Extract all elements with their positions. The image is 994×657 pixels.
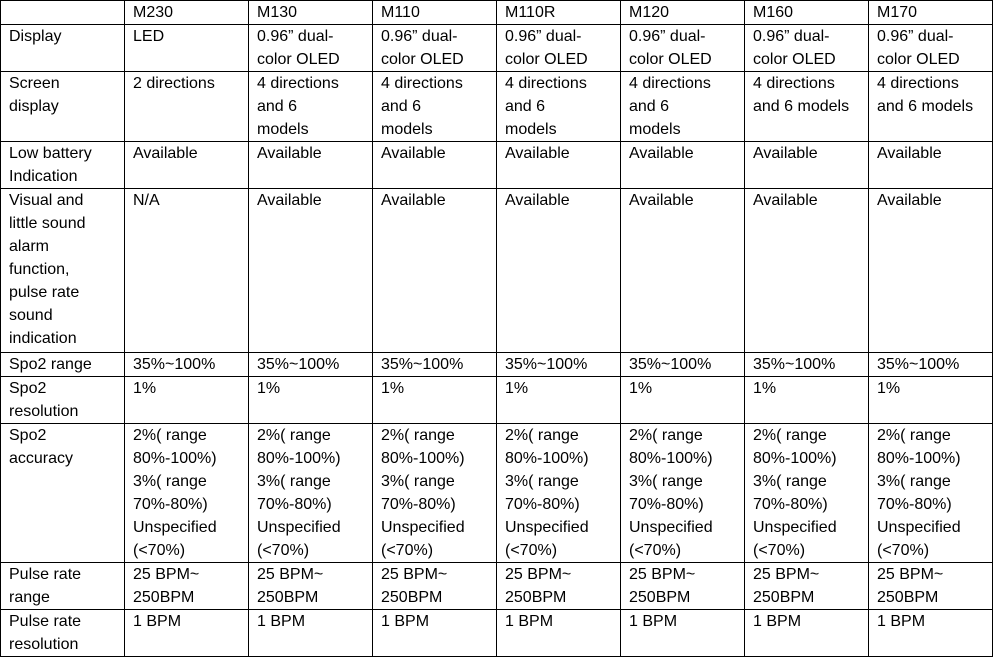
value-cell: 35%~100% (125, 353, 249, 377)
model-header-cell: M130 (249, 1, 373, 25)
value-cell: Available (497, 142, 621, 189)
value-cell: 1 BPM (497, 610, 621, 657)
value-cell: 35%~100% (497, 353, 621, 377)
table-body (1, 1, 993, 657)
value-cell: 25 BPM~ 250BPM (249, 563, 373, 610)
value-cell: Available (373, 142, 497, 189)
table-row (1, 563, 993, 610)
value-cell: Available (621, 189, 745, 353)
table-row (1, 424, 993, 563)
row-label-cell: Display (1, 25, 125, 72)
value-cell: 25 BPM~ 250BPM (745, 563, 869, 610)
row-label-cell: Visual and little sound alarm function, pulse rate sound indication (1, 189, 125, 353)
value-cell: Available (249, 142, 373, 189)
value-cell: 0.96” dual- color OLED (745, 25, 869, 72)
value-cell: 0.96” dual- color OLED (373, 25, 497, 72)
value-cell: LED (125, 25, 249, 72)
value-cell: Available (621, 142, 745, 189)
value-cell: 2 directions (125, 72, 249, 142)
value-cell: 0.96” dual- color OLED (249, 25, 373, 72)
value-cell: 25 BPM~ 250BPM (373, 563, 497, 610)
value-cell: 2%( range 80%-100%) 3%( range 70%-80%) Unspecified (<70%) (497, 424, 621, 563)
table-row (1, 353, 993, 377)
row-label-cell: Spo2 accuracy (1, 424, 125, 563)
table-row (1, 25, 993, 72)
value-cell: Available (249, 189, 373, 353)
value-cell: 4 directions and 6 models (497, 72, 621, 142)
value-cell: Available (497, 189, 621, 353)
value-cell: 25 BPM~ 250BPM (125, 563, 249, 610)
table-row (1, 189, 993, 353)
value-cell: 1% (373, 377, 497, 424)
value-cell: 1 BPM (249, 610, 373, 657)
value-cell: 1% (497, 377, 621, 424)
row-label-cell: Spo2 resolution (1, 377, 125, 424)
value-cell: 4 directions and 6 models (373, 72, 497, 142)
value-cell: 4 directions and 6 models (249, 72, 373, 142)
value-cell: 35%~100% (745, 353, 869, 377)
value-cell: 0.96” dual- color OLED (497, 25, 621, 72)
value-cell: 1% (249, 377, 373, 424)
value-cell: Available (745, 142, 869, 189)
value-cell: 1 BPM (621, 610, 745, 657)
value-cell: 2%( range 80%-100%) 3%( range 70%-80%) Unspecified (<70%) (745, 424, 869, 563)
value-cell: 35%~100% (621, 353, 745, 377)
row-label-cell: Low battery Indication (1, 142, 125, 189)
value-cell: Available (745, 189, 869, 353)
value-cell: Available (125, 142, 249, 189)
row-label-cell: Screen display (1, 72, 125, 142)
row-label-cell: Pulse rate range (1, 563, 125, 610)
value-cell: 35%~100% (869, 353, 993, 377)
table-row (1, 142, 993, 189)
value-cell: 1 BPM (373, 610, 497, 657)
value-cell: 2%( range 80%-100%) 3%( range 70%-80%) Unspecified (<70%) (125, 424, 249, 563)
value-cell: 35%~100% (373, 353, 497, 377)
model-header-cell: M110 (373, 1, 497, 25)
value-cell: 2%( range 80%-100%) 3%( range 70%-80%) Unspecified (<70%) (621, 424, 745, 563)
value-cell: 25 BPM~ 250BPM (621, 563, 745, 610)
value-cell: Available (869, 189, 993, 353)
value-cell: Available (373, 189, 497, 353)
value-cell: 4 directions and 6 models (745, 72, 869, 142)
value-cell: 1% (745, 377, 869, 424)
table-row (1, 610, 993, 657)
value-cell: 2%( range 80%-100%) 3%( range 70%-80%) Unspecified (<70%) (373, 424, 497, 563)
table-row (1, 377, 993, 424)
model-header-cell: M110R (497, 1, 621, 25)
value-cell: N/A (125, 189, 249, 353)
value-cell: 1% (621, 377, 745, 424)
value-cell: 1 BPM (869, 610, 993, 657)
value-cell: 4 directions and 6 models (869, 72, 993, 142)
value-cell: 2%( range 80%-100%) 3%( range 70%-80%) Unspecified (<70%) (869, 424, 993, 563)
header-corner-cell (1, 1, 125, 25)
value-cell: 1 BPM (745, 610, 869, 657)
value-cell: 4 directions and 6 models (621, 72, 745, 142)
header-row (1, 1, 993, 25)
value-cell: 0.96” dual- color OLED (621, 25, 745, 72)
model-header-cell: M120 (621, 1, 745, 25)
value-cell: 35%~100% (249, 353, 373, 377)
model-header-cell: M170 (869, 1, 993, 25)
value-cell: 25 BPM~ 250BPM (497, 563, 621, 610)
value-cell: 2%( range 80%-100%) 3%( range 70%-80%) Unspecified (<70%) (249, 424, 373, 563)
value-cell: 1% (869, 377, 993, 424)
value-cell: 0.96” dual- color OLED (869, 25, 993, 72)
value-cell: 1 BPM (125, 610, 249, 657)
row-label-cell: Spo2 range (1, 353, 125, 377)
row-label-cell: Pulse rate resolution (1, 610, 125, 657)
model-header-cell: M230 (125, 1, 249, 25)
value-cell: 1% (125, 377, 249, 424)
value-cell: 25 BPM~ 250BPM (869, 563, 993, 610)
table-row (1, 72, 993, 142)
model-header-cell: M160 (745, 1, 869, 25)
value-cell: Available (869, 142, 993, 189)
